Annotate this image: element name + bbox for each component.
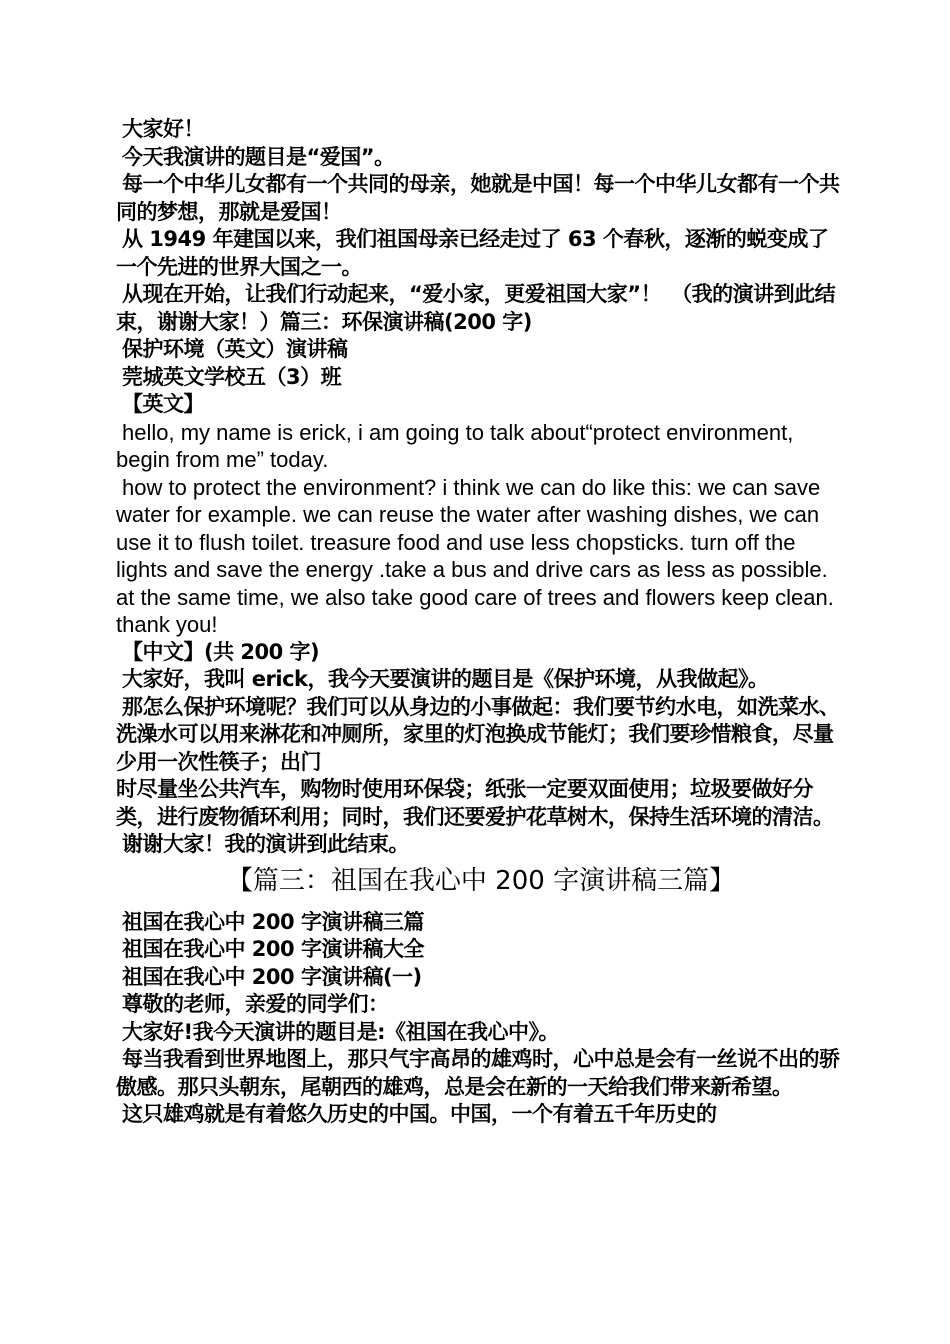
paragraph-salutation: 尊敬的老师，亲爱的同学们： bbox=[122, 992, 389, 1016]
paragraph-topic: 今天我演讲的题目是“爱国”。 bbox=[122, 144, 395, 169]
paragraph-chinese-bus: 时尽量坐公共汽车，购物时使用环保袋；纸张一定要双面使用；垃圾要做好分类，进行废物循环利用；同时，我们还要爱护花草树木，保持生活环境的清洁。 bbox=[116, 777, 834, 829]
paragraph-article-title-3: 祖国在我心中 200 字演讲稿(一) bbox=[122, 964, 422, 989]
paragraph-history: 这只雄鸡就是有着悠久历史的中国。中国，一个有着五千年历史的 bbox=[122, 1102, 717, 1126]
paragraph-greeting: 大家好！ bbox=[122, 117, 204, 141]
paragraph-article-title-2: 祖国在我心中 200 字演讲稿大全 bbox=[122, 937, 424, 961]
paragraph-english-intro: hello, my name is erick, i am going to talk about“protect environment, begin from me” today. bbox=[116, 419, 794, 472]
paragraph-chinese-how: 那怎么保护环境呢？我们可以从身边的小事做起：我们要节约水电，如洗菜水、洗澡水可以用来淋花和冲厕所，家里的灯泡换成节能灯；我们要珍惜粮食，尽量少用一次性筷子；出门 bbox=[116, 694, 840, 774]
paragraph-since-1949: 从 1949 年建国以来，我们祖国母亲已经走过了 63 个春秋，逐渐的蜕变成了一个先进的世界大国之一。 bbox=[116, 227, 829, 279]
paragraph-english-body: how to protect the environment? i think we can do like this: we can save water for example. we can reuse the water after washing dishes, we can use it to flush toilet. treasure food and use less chopsticks. turn off the lights and save the energy .take a bus and drive cars as less as possible. at the same time, we also take good care of trees and flowers keep clean. thank you! bbox=[116, 474, 834, 637]
section-heading: 【篇三：祖国在我心中 200 字演讲稿三篇】 bbox=[226, 865, 736, 896]
paragraph-article-title-1: 祖国在我心中 200 字演讲稿三篇 bbox=[122, 909, 424, 934]
paragraph-mother: 每一个中华儿女都有一个共同的母亲，她就是中国！每一个中华儿女都有一个共同的梦想，那就是爱国！ bbox=[116, 172, 840, 224]
paragraph-english-label: 【英文】 bbox=[122, 392, 204, 416]
paragraph-chinese-label: 【中文】(共 200 字) bbox=[122, 639, 320, 664]
paragraph-eng-speech-title: 保护环境（英文）演讲稿 bbox=[122, 337, 348, 361]
paragraph-action: 从现在开始，让我们行动起来，“爱小家，更爱祖国大家”！ （我的演讲到此结束，谢谢大家！）篇三：环保演讲稿(200 字) bbox=[116, 282, 836, 334]
paragraph-chinese-thanks: 谢谢大家！我的演讲到此结束。 bbox=[122, 832, 409, 856]
paragraph-rooster: 每当我看到世界地图上，那只气宇高昂的雄鸡时，心中总是会有一丝说不出的骄傲感。那只头朝东，尾朝西的雄鸡，总是会在新的一天给我们带来新希望。 bbox=[116, 1047, 840, 1099]
paragraph-chinese-intro: 大家好，我叫 erick，我今天要演讲的题目是《保护环境，从我做起》。 bbox=[122, 667, 769, 691]
paragraph-hello: 大家好!我今天演讲的题目是:《祖国在我心中》。 bbox=[122, 1019, 559, 1044]
paragraph-school-class: 莞城英文学校五（3）班 bbox=[122, 364, 342, 389]
document-page bbox=[116, 116, 846, 1129]
